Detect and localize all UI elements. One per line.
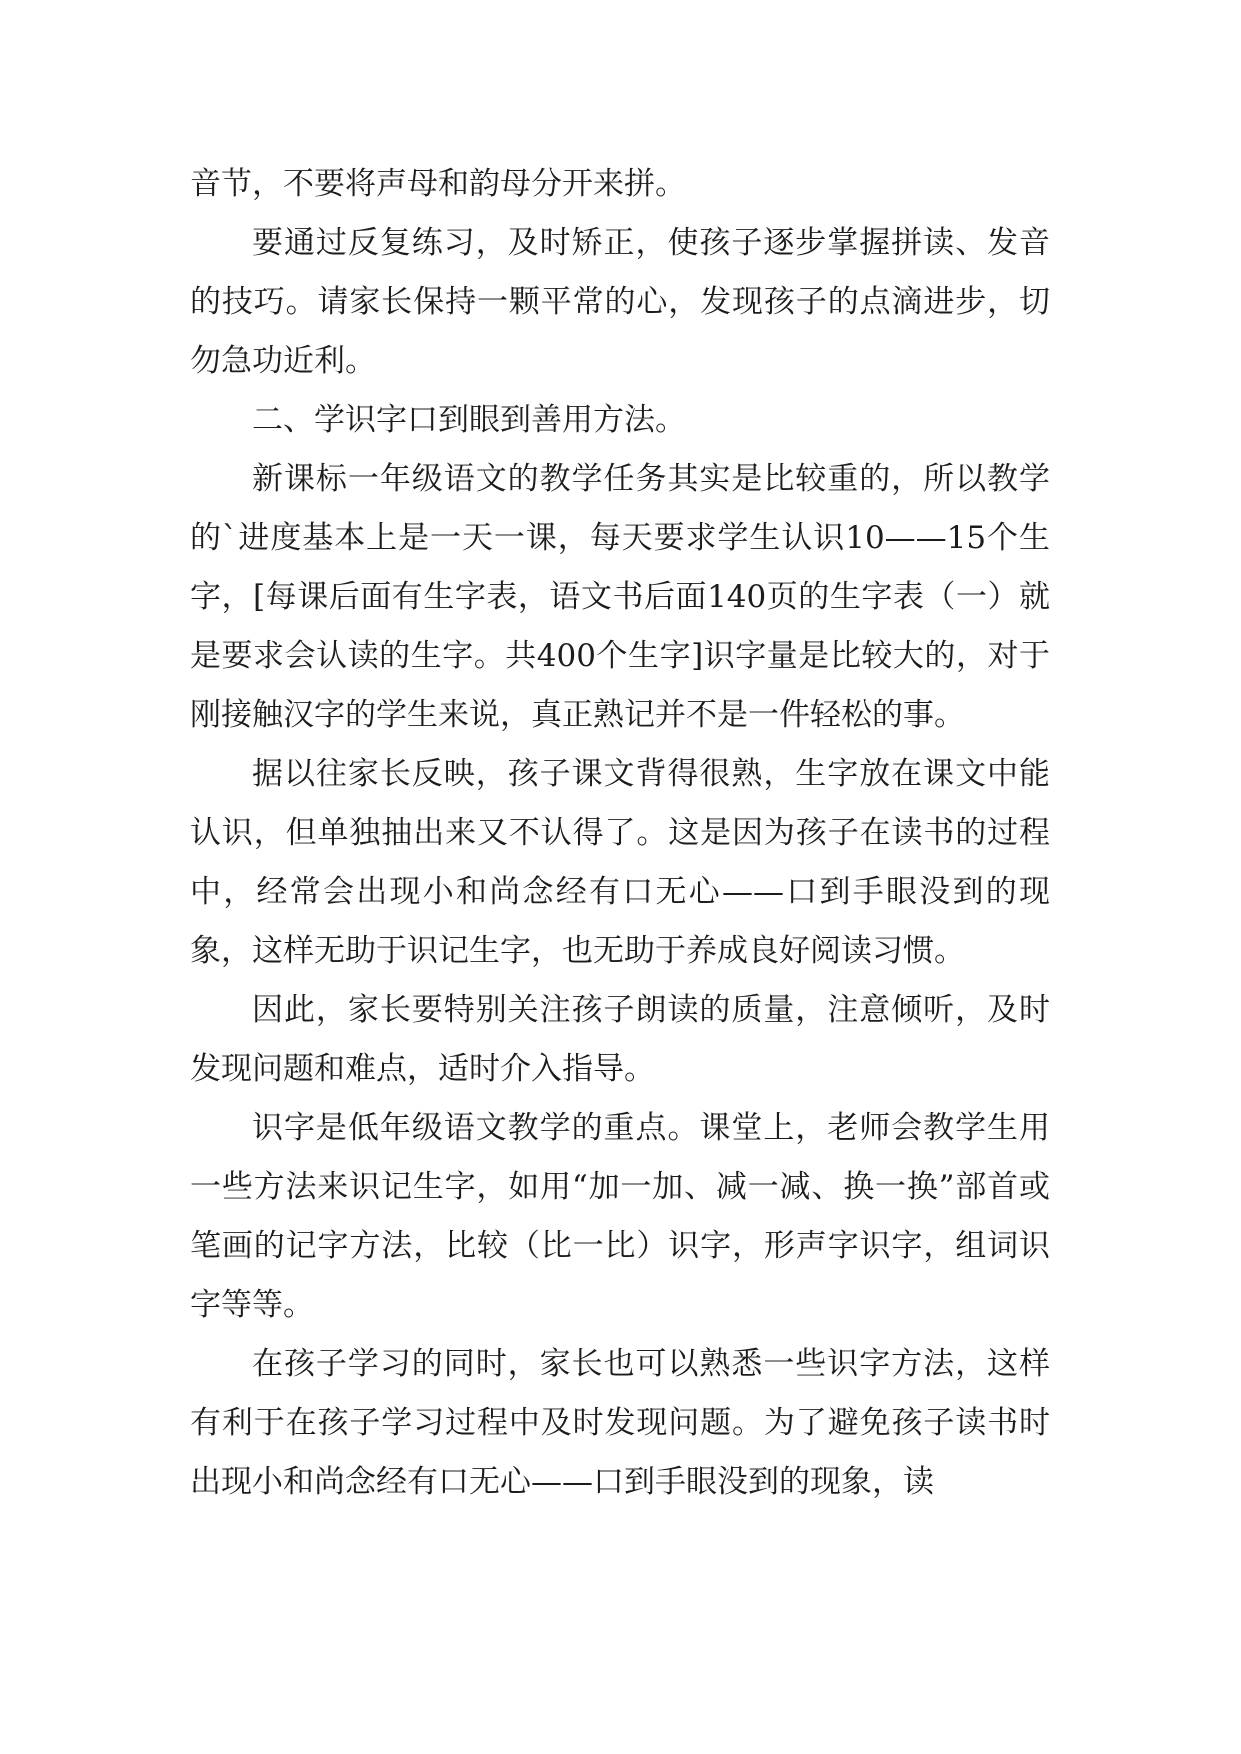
paragraph-continued: 音节，不要将声母和韵母分开来拼。 xyxy=(190,166,686,202)
paragraph: 因此，家长要特别关注孩子朗读的质量，注意倾听，及时发现问题和难点，适时介入指导。 xyxy=(190,992,1050,1087)
paragraph: 据以往家长反映，孩子课文背得很熟，生字放在课文中能认识，但单独抽出来又不认得了。这是因为孩子在读书的过程中，经常会出现小和尚念经有口无心——口到手眼没到的现象，这样无助于识记生字，也无助于养成良好阅读习惯。 xyxy=(190,756,1050,969)
paragraph: 识字是低年级语文教学的重点。课堂上，老师会教学生用一些方法来识记生字，如用“加一加、减一减、换一换”部首或笔画的记字方法，比较（比一比）识字，形声字识字，组词识字等等。 xyxy=(190,1110,1050,1323)
paragraph: 要通过反复练习，及时矫正，使孩子逐步掌握拼读、发音的技巧。请家长保持一颗平常的心，发现孩子的点滴进步，切勿急功近利。 xyxy=(190,225,1050,379)
paragraph: 在孩子学习的同时，家长也可以熟悉一些识字方法，这样有利于在孩子学习过程中及时发现问题。为了避免孩子读书时出现小和尚念经有口无心——口到手眼没到的现象，读 xyxy=(190,1346,1050,1500)
document-body xyxy=(190,155,1050,1512)
section-heading: 二、学识字口到眼到善用方法。 xyxy=(252,402,686,438)
paragraph: 新课标一年级语文的教学任务其实是比较重的，所以教学的`进度基本上是一天一课，每天要求学生认识10——15个生字，[每课后面有生字表，语文书后面140页的生字表（一）就是要求会认读的生字。共400个生字]识字量是比较大的，对于刚接触汉字的学生来说，真正熟记并不是一件轻松的事。 xyxy=(190,461,1050,733)
